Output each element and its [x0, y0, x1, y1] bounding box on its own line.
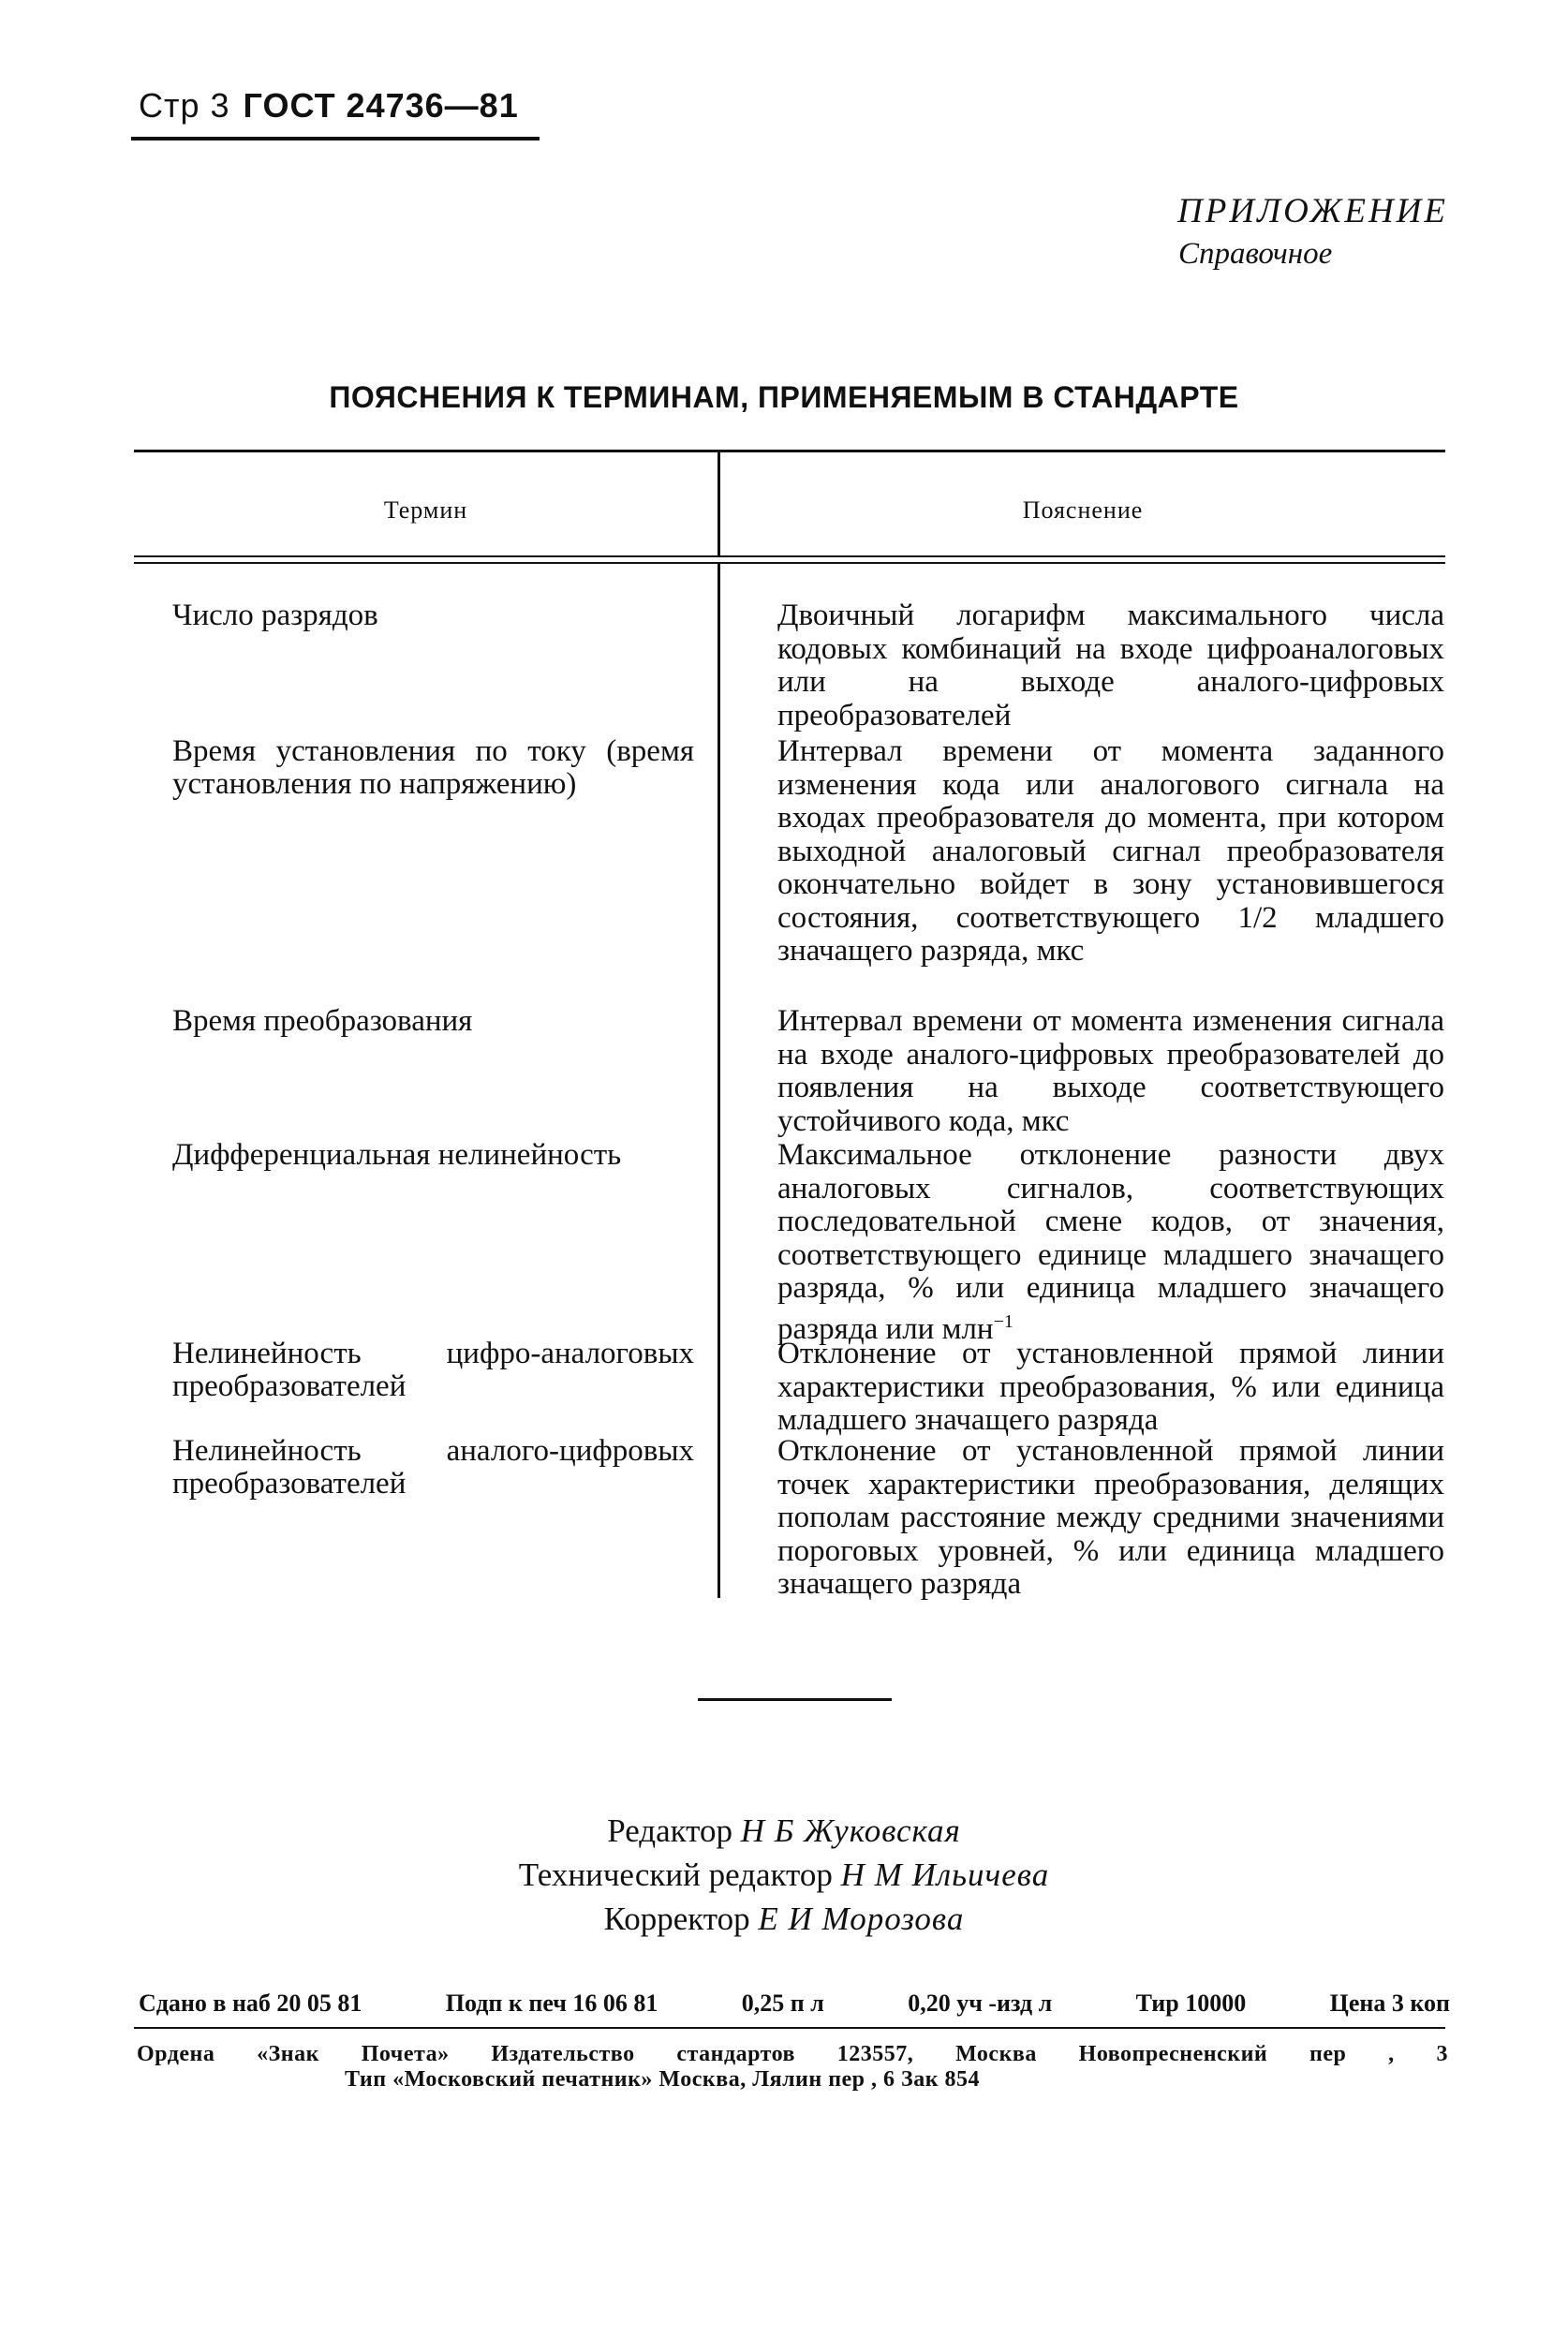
credit-editor: Редактор Н Б Жуковская [607, 1812, 961, 1849]
credit-technical-editor: Технический редактор Н М Ильичева [518, 1856, 1050, 1893]
column-header-term: Термин [383, 496, 468, 524]
table-row-term: Дифференциальная нелинейность [172, 1138, 622, 1172]
appendix-title: ПРИЛОЖЕНИЕ [1177, 192, 1448, 230]
table-top-rule [134, 450, 1445, 452]
section-separator [698, 1698, 892, 1701]
table-header-rule-1 [134, 555, 1445, 557]
table-row-term: Нелинейность цифро-аналоговых преобразователей [172, 1337, 694, 1403]
print-info-rule [134, 2027, 1445, 2029]
table-row-term: Время преобразования [172, 1004, 473, 1038]
table-row-explanation: Отклонение от установленной прямой линии точек характеристики преобразования, делящих пополам расстояние между средними значениями пороговых уровней, % или единица младшего значащего разряда [777, 1434, 1444, 1601]
table-row-explanation: Интервал времени от момента изменения сигнала на входе аналого-цифровых преобразователей до появления на выходе соответствующего устойчивого кода, мкс [777, 1004, 1444, 1138]
credit-corrector: Корректор Е И Морозова [603, 1901, 965, 1937]
standard-number: ГОСТ 24736—81 [243, 86, 519, 125]
appendix-subtitle: Справочное [1178, 237, 1333, 271]
fraction: 1/2 [1237, 900, 1278, 935]
table-row-explanation: Отклонение от установленной прямой линии характеристики преобразования, % или единица младшего значащего разряда [777, 1337, 1444, 1437]
superscript: −1 [993, 1310, 1013, 1332]
table-header-rule-2 [134, 562, 1445, 564]
table-row-explanation: Двоичный логарифм максимального числа кодовых комбинаций на входе цифроаналоговых или на выходе аналого-цифровых преобразователей [777, 599, 1444, 732]
page-number: Стр 3 [139, 86, 230, 125]
table-row-term: Нелинейность аналого-цифровых преобразователей [172, 1434, 694, 1501]
section-title: ПОЯСНЕНИЯ К ТЕРМИНАМ, ПРИМЕНЯЕМЫМ В СТАНДАРТЕ [329, 380, 1239, 414]
table-row-term: Число разрядов [172, 599, 378, 632]
print-info-line: Сдано в наб 20 05 81 Подп к печ 16 06 81 0,25 п л 0,20 уч -изд л Тир 10000 Цена 3 коп [139, 1989, 1450, 2017]
table-row-explanation: Интервал времени от момента заданного изменения кода или аналогового сигнала на входах преобразователя до момента, при котором выходной аналоговый сигнал преобразователя окончательно войдет в зону установившегося состояния, соответствующего 1/2 младшего значащего разряда, мкс [777, 734, 1445, 968]
page-header [139, 86, 519, 126]
publisher-line-2: Тип «Московский печатник» Москва, Лялин пер , 6 Зак 854 [345, 2067, 981, 2092]
publisher-line-1: Ордена «Знак Почета» Издательство стандартов 123557, Москва Новопресненский пер , 3 [137, 2042, 1448, 2066]
table-row-term: Время установления по току (время установления по напряжению) [172, 734, 694, 801]
header-rule [131, 137, 540, 141]
column-header-explanation: Пояснение [1022, 496, 1144, 524]
table-column-divider [717, 564, 720, 1598]
table-row-explanation: Максимальное отклонение разности двух аналоговых сигналов, соответствующих последовательной смене кодов, от значения, соответствующего единице младшего значащего разряда, % или единица младшего значащего разряда или млн$^{-1}$ [777, 1138, 1444, 1346]
